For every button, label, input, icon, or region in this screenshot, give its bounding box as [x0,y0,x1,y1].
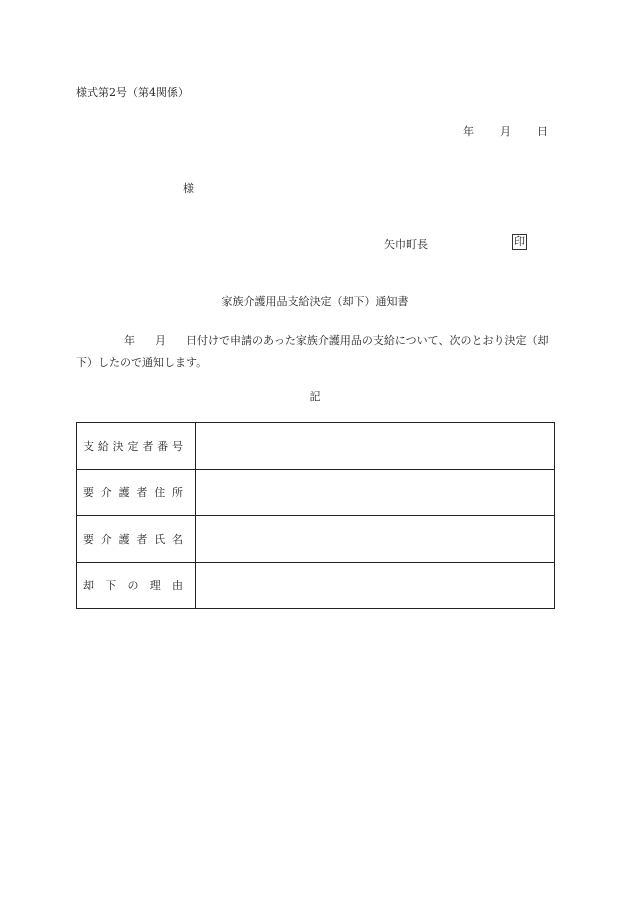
row-value-cell[interactable] [196,516,555,563]
body-year-label: 年 [124,334,135,347]
form-number: 様式第2号（第4関係） [76,86,189,99]
date-day-label: 日 [537,125,548,138]
row-label-cell [77,516,196,563]
row-value-cell[interactable] [196,562,555,609]
table-row [77,469,555,516]
date-month-label: 月 [500,125,511,138]
row-value-cell[interactable] [196,423,555,470]
document-title: 家族介護用品支給決定（却下）通知書 [221,295,409,308]
row-label-cell [77,423,196,470]
issuer-name: 矢巾町長 [384,238,428,251]
row-label: 要 介 護 者 住 所 [83,486,183,500]
ki-heading: 記 [309,390,321,403]
row-value-cell[interactable] [196,469,555,516]
row-label-cell [77,469,196,516]
body-text: 日付けで申請のあった家族介護用品の支給について、次のとおり決定（却下）したので通知します。 [76,334,549,369]
notice-body [76,330,554,374]
row-label: 支 給 決 定 者 番 号 [83,439,183,453]
date-year-label: 年 [463,125,474,138]
row-label: 要 介 護 者 氏 名 [83,532,183,546]
table-row [77,423,555,470]
seal-mark: 印 [514,235,525,248]
info-table [76,422,555,609]
recipient-suffix: 様 [183,182,194,195]
body-month-label: 月 [155,334,166,347]
table-row [77,562,555,609]
row-label-cell [77,562,196,609]
table-row [77,516,555,563]
row-label: 却 下 の 理 由 [83,579,183,593]
issue-date [463,123,548,139]
